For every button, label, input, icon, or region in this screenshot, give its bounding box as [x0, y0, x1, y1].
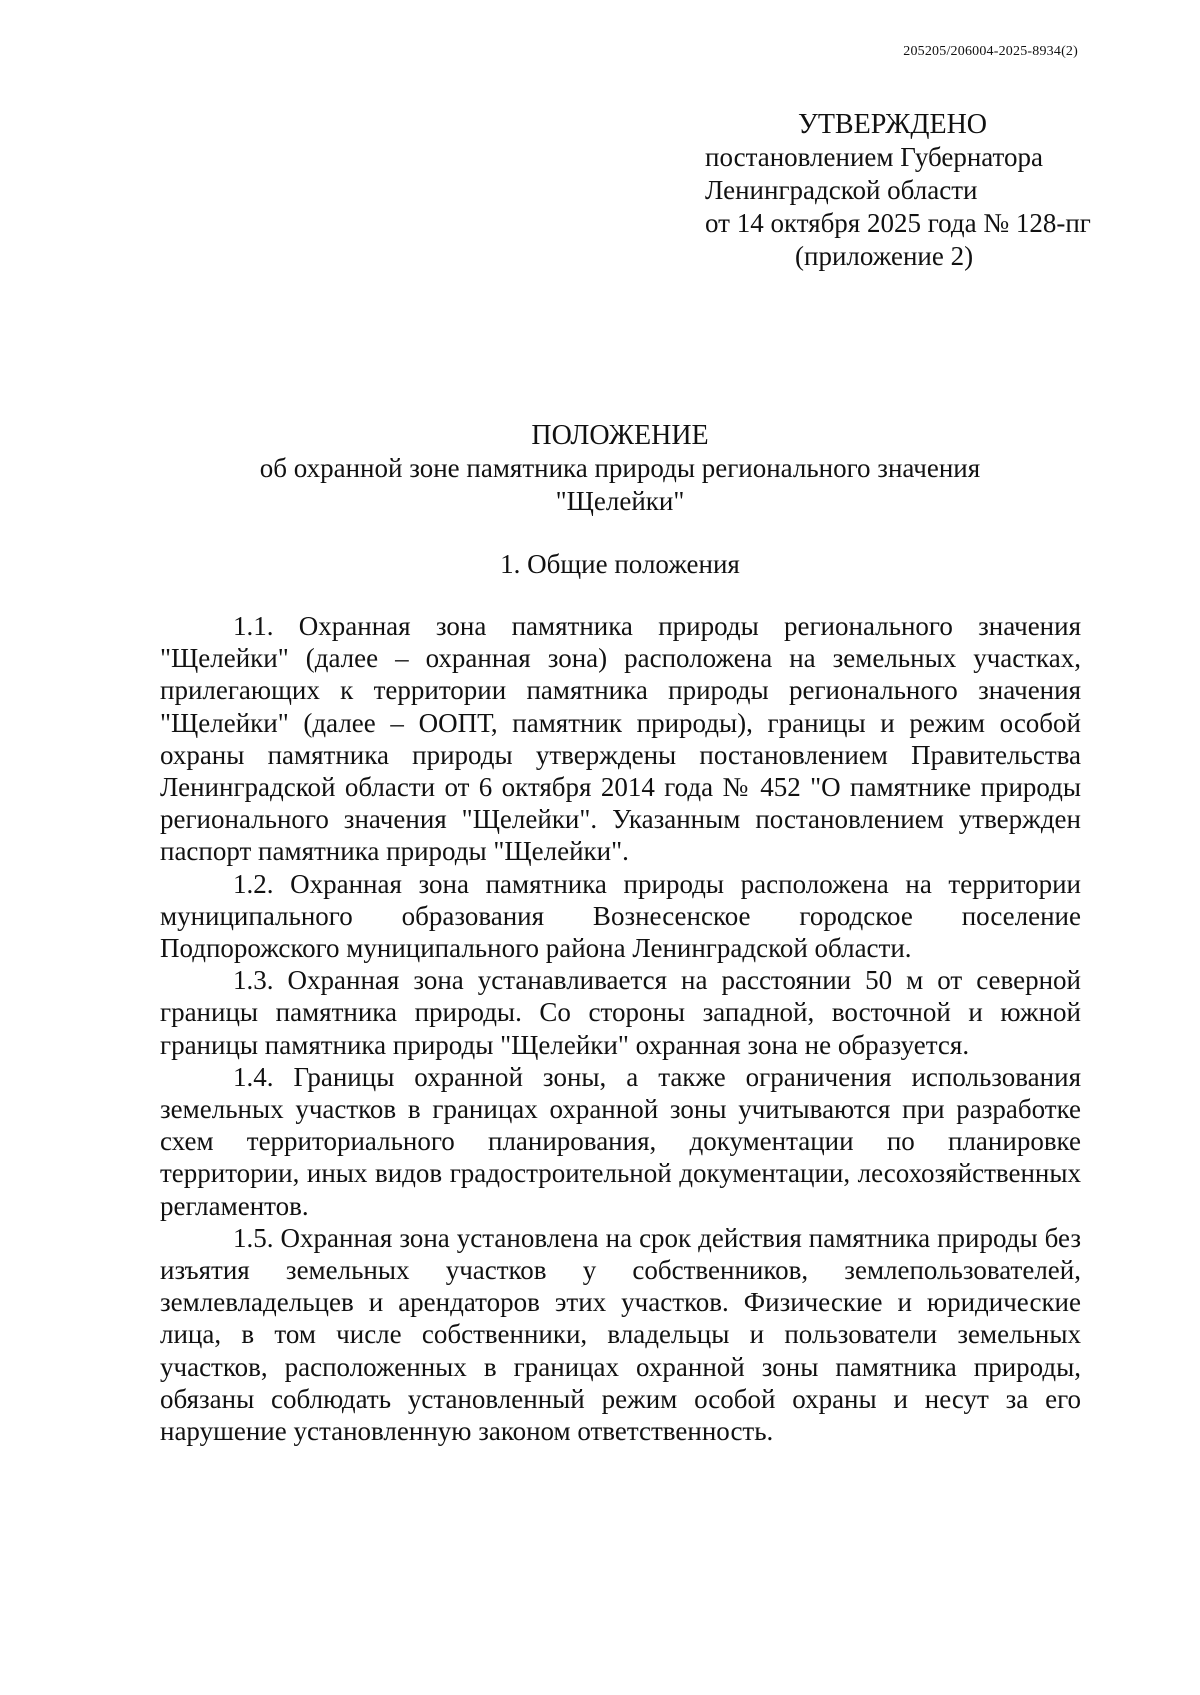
approval-block: [705, 108, 1145, 273]
document-title-block: [160, 419, 1080, 518]
approval-line-region: Ленинградской области: [705, 175, 978, 205]
document-subtitle: об охранной зоне памятника природы регионального значения: [259, 453, 981, 483]
paragraph-1-1: 1.1. Охранная зона памятника природы регионального значения "Щелейки" (далее – охранная зона) расположена на земельных участках, прилегающих к территории памятника природы регионального значения "Щелейки" (далее – ООПТ, памятник природы), границы и режим особой охраны памятника природы утверждены постановлением Правительства Ленинградской области от 6 октября 2014 года № 452 "О памятнике природы регионального значения "Щелейки". Указанным постановлением утвержден паспорт памятника природы "Щелейки".: [160, 611, 1081, 867]
section-body: [160, 610, 1081, 1447]
approval-line-decree: постановлением Губернатора: [705, 142, 1043, 172]
paragraph-1-2: 1.2. Охранная зона памятника природы расположена на территории муниципального образования Вознесенское городское поселение Подпорожского муниципального района Ленинградской области.: [160, 868, 1081, 964]
approval-line-date: от 14 октября 2025 года № 128-пг: [705, 208, 1091, 238]
document-subtitle-name: "Щелейки": [555, 486, 685, 516]
paragraph-1-5: 1.5. Охранная зона установлена на срок действия памятника природы без изъятия земельных участков у собственников, землепользователей, землевладельцев и арендаторов этих участков. Физические и юридические лица, в том числе собственники, владельцы и пользователи земельных участков, расположенных в границах охранной зоны памятника природы, обязаны соблюдать установленный режим особой охраны и несут за его нарушение установленную законом ответственность.: [160, 1222, 1081, 1447]
section-heading: 1. Общие положения: [500, 549, 740, 579]
paragraph-1-3: 1.3. Охранная зона устанавливается на расстоянии 50 м от северной границы памятника природы. Со стороны западной, восточной и южной границы памятника природы "Щелейки" охранная зона не образуется.: [160, 965, 1081, 1060]
document-title: ПОЛОЖЕНИЕ: [531, 420, 709, 451]
approval-appendix: (приложение 2): [795, 241, 974, 271]
document-id: 205205/206004-2025-8934(2): [903, 44, 1078, 59]
approval-stamp: УТВЕРЖДЕНО: [798, 109, 988, 140]
paragraph-1-4: 1.4. Границы охранной зоны, а также ограничения использования земельных участков в границах охранной зоны учитываются при разработке схем территориального планирования, документации по планировке территории, иных видов градостроительной документации, лесохозяйственных регламентов.: [160, 1061, 1081, 1221]
